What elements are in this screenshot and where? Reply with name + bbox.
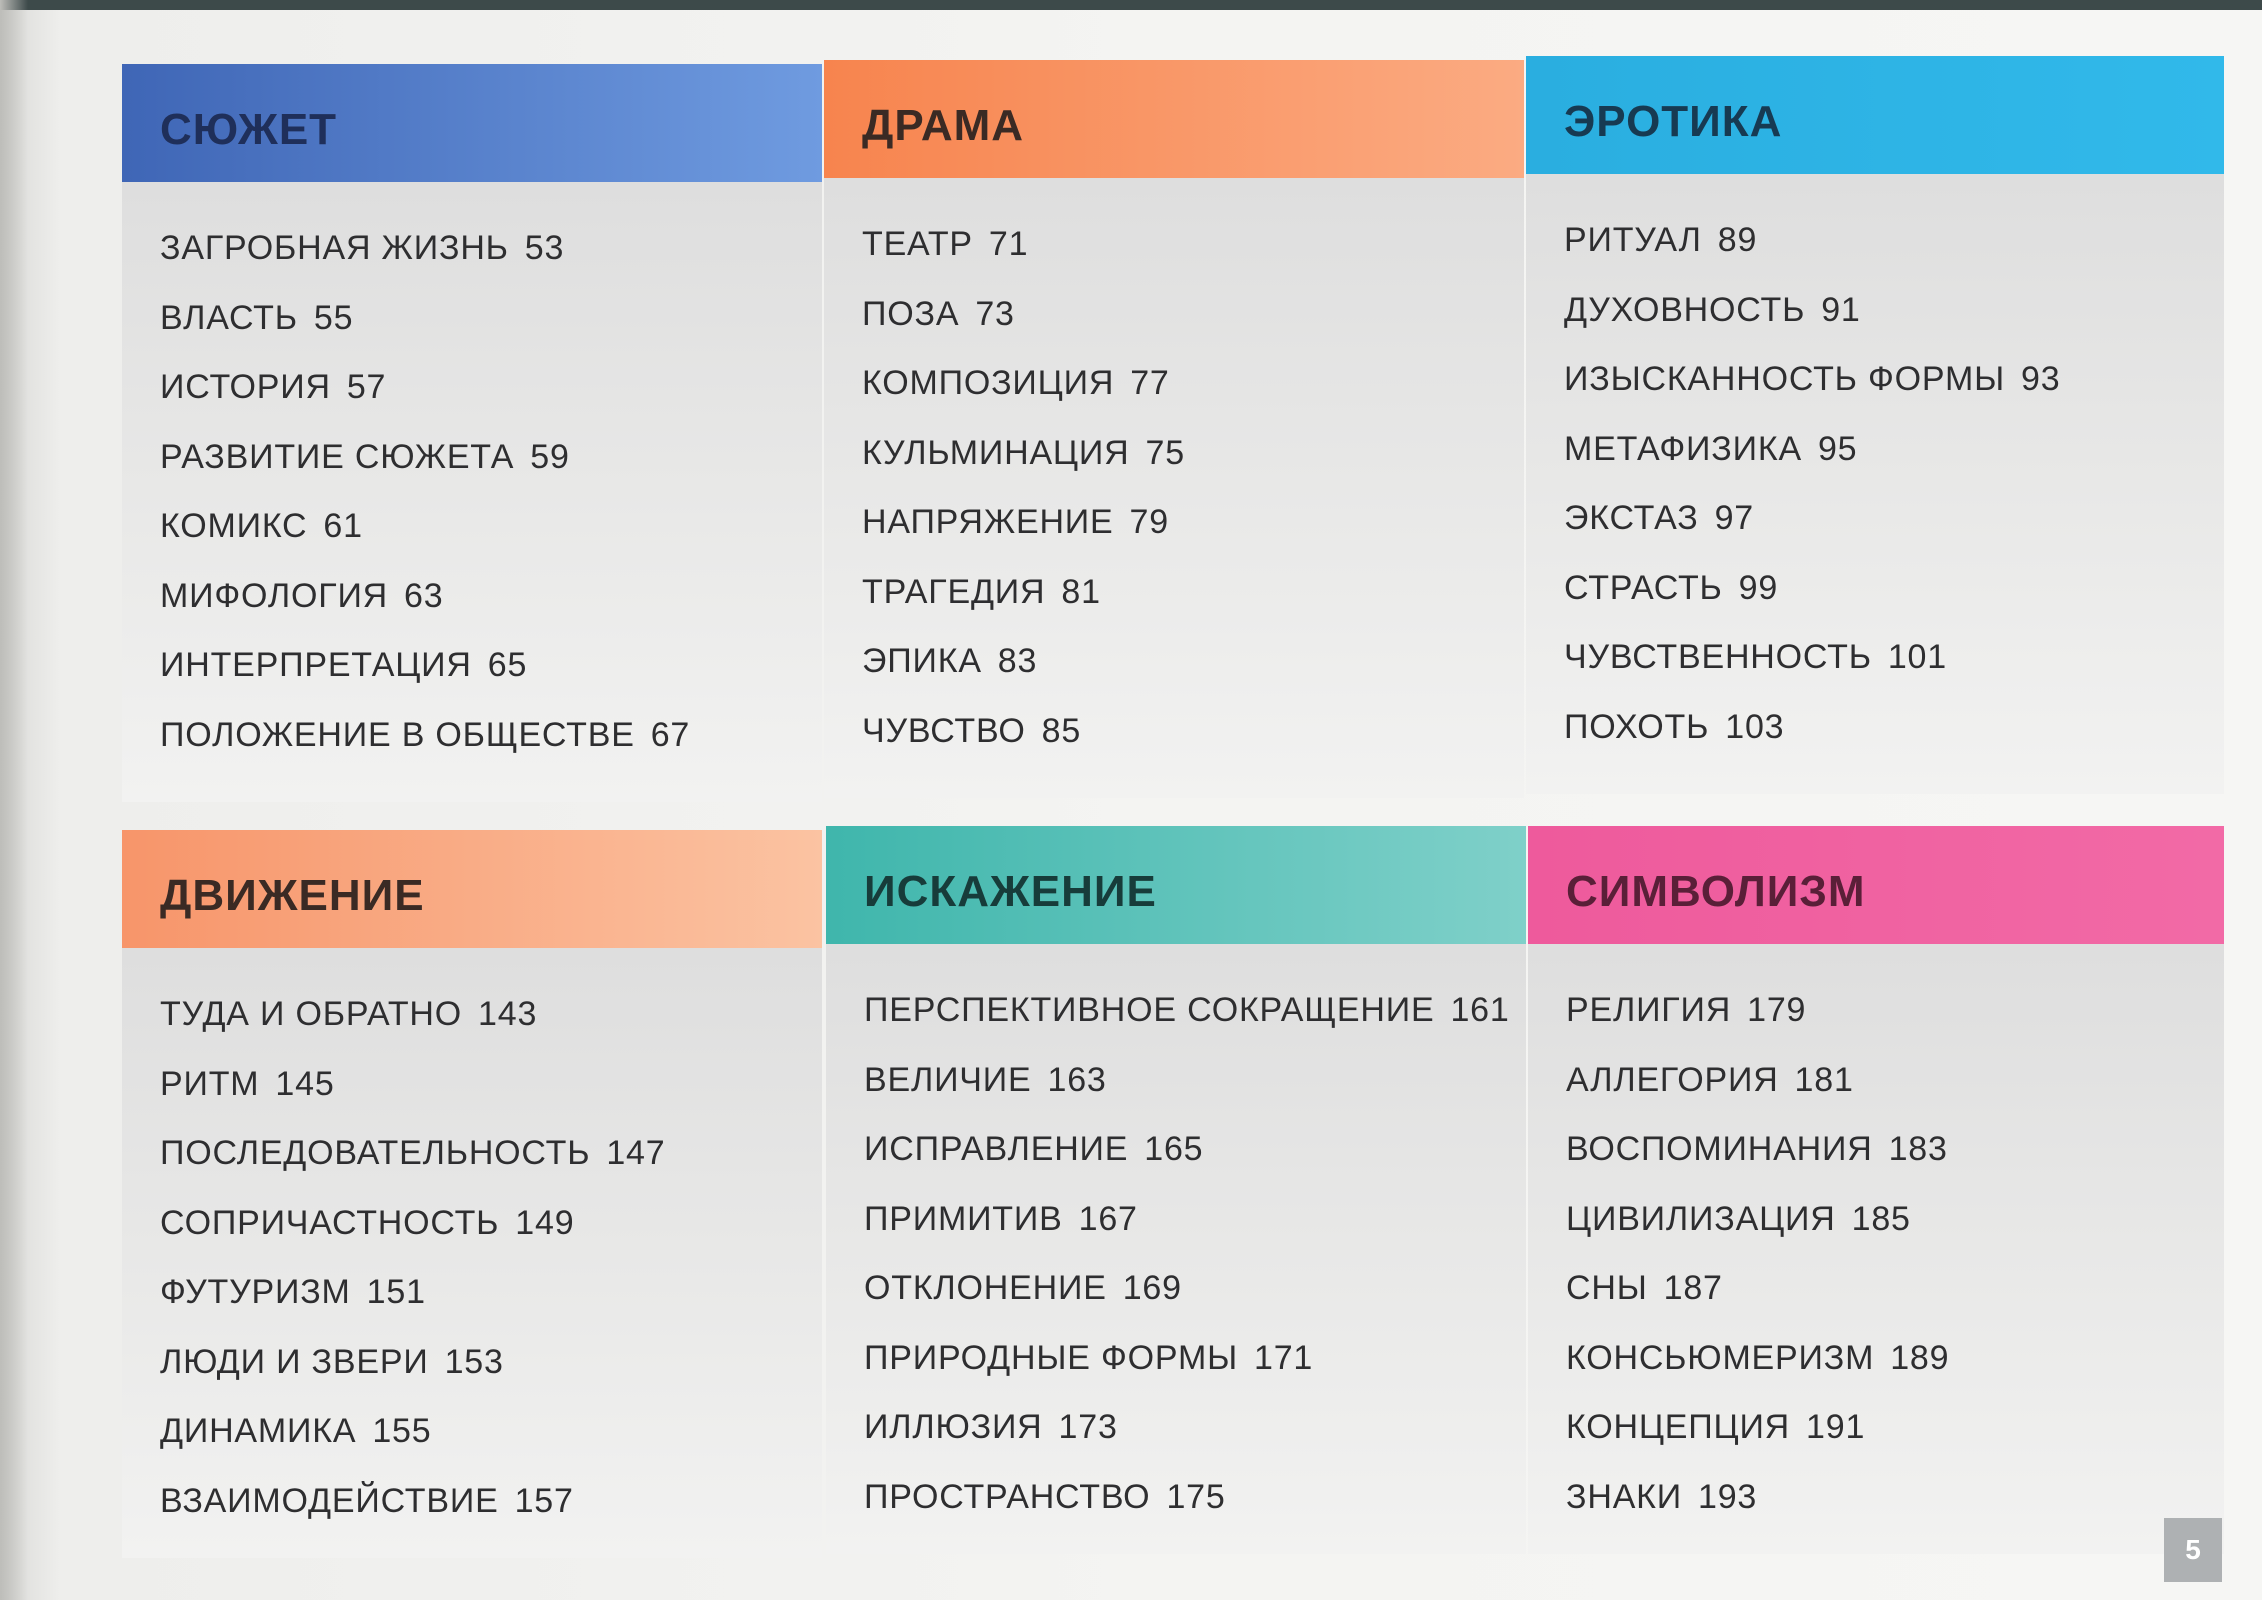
toc-entry-title: ЛЮДИ И ЗВЕРИ bbox=[160, 1342, 429, 1381]
toc-entry-title: РИТМ bbox=[160, 1064, 260, 1103]
toc-entry bbox=[1566, 1185, 1949, 1255]
toc-entry bbox=[160, 214, 690, 284]
toc-entry-page-number: 143 bbox=[478, 995, 538, 1033]
toc-entry bbox=[160, 423, 690, 493]
toc-entry-title: СТРАСТЬ bbox=[1564, 568, 1723, 607]
toc-entry-title: ТУДА И ОБРАТНО bbox=[160, 995, 463, 1033]
toc-entry-title: КУЛЬМИНАЦИЯ bbox=[862, 433, 1130, 472]
section-title: ДВИЖЕНИЕ bbox=[160, 871, 425, 920]
item-list bbox=[864, 976, 1510, 1532]
toc-entry bbox=[864, 1393, 1510, 1463]
toc-entry-page-number: 193 bbox=[1698, 1477, 1758, 1516]
toc-entry-page-number: 151 bbox=[366, 1273, 426, 1311]
toc-entry-title: КОМИКС bbox=[160, 507, 308, 545]
toc-entry-page-number: 187 bbox=[1663, 1269, 1723, 1307]
toc-entry bbox=[160, 701, 690, 771]
toc-entry bbox=[862, 349, 1185, 419]
toc-entry-page-number: 59 bbox=[530, 437, 570, 476]
toc-entry bbox=[1564, 276, 2060, 346]
toc-entry bbox=[864, 976, 1510, 1046]
toc-entry bbox=[1566, 1254, 1949, 1324]
toc-entry-title: ВЕЛИЧИЕ bbox=[864, 1060, 1032, 1099]
toc-entry bbox=[862, 627, 1185, 697]
toc-entry-title: ОТКЛОНЕНИЕ bbox=[864, 1269, 1107, 1307]
toc-entry-title: ИЗЫСКАННОСТЬ ФОРМЫ bbox=[1564, 360, 2006, 398]
toc-entry bbox=[160, 1050, 665, 1120]
toc-entry bbox=[862, 280, 1185, 350]
toc-entry-title: ЭПИКА bbox=[862, 642, 982, 680]
toc-entry bbox=[1564, 206, 2060, 276]
toc-entry-page-number: 89 bbox=[1717, 221, 1758, 259]
toc-entry-page-number: 167 bbox=[1078, 1199, 1138, 1238]
section-header bbox=[824, 60, 1524, 178]
toc-entry-title: ТЕАТР bbox=[862, 225, 973, 263]
section-title: ДРАМА bbox=[862, 101, 1025, 150]
toc-entry-page-number: 97 bbox=[1714, 499, 1754, 537]
toc-entry bbox=[1566, 1463, 1949, 1533]
toc-entry-page-number: 81 bbox=[1061, 572, 1101, 611]
toc-entry-page-number: 147 bbox=[606, 1134, 666, 1172]
item-list bbox=[160, 214, 690, 770]
toc-entry-title: ЭКСТАЗ bbox=[1564, 499, 1699, 537]
toc-entry bbox=[862, 210, 1185, 280]
section-header bbox=[1528, 826, 2224, 944]
toc-entry-page-number: 173 bbox=[1058, 1408, 1118, 1446]
section-title: СИМВОЛИЗМ bbox=[1566, 867, 1866, 916]
toc-entry-title: РАЗВИТИЕ СЮЖЕТА bbox=[160, 437, 515, 476]
toc-entry bbox=[160, 492, 690, 562]
toc-entry-title: ПОЛОЖЕНИЕ В ОБЩЕСТВЕ bbox=[160, 715, 635, 754]
toc-entry-title: НАПРЯЖЕНИЕ bbox=[862, 503, 1114, 541]
toc-entry-title: СОПРИЧАСТНОСТЬ bbox=[160, 1203, 500, 1242]
toc-entry-page-number: 73 bbox=[975, 294, 1015, 333]
toc-entry-title: ПРИМИТИВ bbox=[864, 1199, 1063, 1238]
toc-entry-page-number: 183 bbox=[1888, 1130, 1948, 1168]
toc-entry-title: ЦИВИЛИЗАЦИЯ bbox=[1566, 1199, 1836, 1238]
toc-entry-title: АЛЛЕГОРИЯ bbox=[1566, 1060, 1779, 1099]
toc-entry bbox=[1566, 1046, 1949, 1116]
toc-entry-title: ИНТЕРПРЕТАЦИЯ bbox=[160, 646, 472, 684]
spine-shadow bbox=[0, 0, 28, 1600]
toc-entry-title: ПОСЛЕДОВАТЕЛЬНОСТЬ bbox=[160, 1134, 591, 1172]
toc-entry-title: КОНСЬЮМЕРИЗМ bbox=[1566, 1338, 1875, 1377]
toc-entry-page-number: 79 bbox=[1129, 503, 1169, 541]
page-number: 5 bbox=[2164, 1518, 2222, 1582]
toc-entry bbox=[160, 980, 665, 1050]
section-title: ЭРОТИКА bbox=[1564, 97, 1783, 146]
toc-entry bbox=[160, 1258, 665, 1328]
toc-entry bbox=[864, 1115, 1510, 1185]
toc-entry-title: РЕЛИГИЯ bbox=[1566, 991, 1732, 1029]
section-title: СЮЖЕТ bbox=[160, 105, 338, 154]
toc-entry-page-number: 189 bbox=[1890, 1338, 1950, 1377]
top-edge-strip bbox=[0, 0, 2262, 10]
section-header bbox=[1526, 56, 2224, 174]
toc-entry-page-number: 165 bbox=[1144, 1130, 1204, 1168]
toc-entry-page-number: 171 bbox=[1254, 1338, 1314, 1377]
toc-entry-title: ФУТУРИЗМ bbox=[160, 1273, 351, 1311]
toc-entry bbox=[862, 488, 1185, 558]
toc-entry-page-number: 75 bbox=[1145, 433, 1185, 472]
toc-entry-page-number: 61 bbox=[323, 507, 363, 545]
toc-entry-title: ДИНАМИКА bbox=[160, 1412, 357, 1450]
section-title: ИСКАЖЕНИЕ bbox=[864, 867, 1157, 916]
toc-entry-title: ПОХОТЬ bbox=[1564, 707, 1710, 746]
toc-entry-page-number: 95 bbox=[1817, 429, 1858, 468]
toc-entry-page-number: 77 bbox=[1130, 364, 1170, 402]
toc-entry bbox=[864, 1324, 1510, 1394]
toc-entry bbox=[1564, 484, 2060, 554]
toc-entry-title: ПРИРОДНЫЕ ФОРМЫ bbox=[864, 1338, 1238, 1377]
toc-entry-title: СНЫ bbox=[1566, 1269, 1648, 1307]
toc-entry-page-number: 149 bbox=[515, 1203, 575, 1242]
toc-entry bbox=[864, 1185, 1510, 1255]
toc-entry-page-number: 55 bbox=[313, 298, 354, 337]
toc-entry-page-number: 99 bbox=[1738, 568, 1779, 607]
toc-entry-title: КОМПОЗИЦИЯ bbox=[862, 364, 1115, 402]
toc-entry bbox=[1566, 1393, 1949, 1463]
toc-entry bbox=[160, 1328, 665, 1398]
toc-entry bbox=[864, 1463, 1510, 1533]
toc-entry-title: ВЛАСТЬ bbox=[160, 298, 298, 337]
toc-entry bbox=[1564, 415, 2060, 485]
toc-entry bbox=[864, 1046, 1510, 1116]
section-header bbox=[826, 826, 1526, 944]
toc-entry-title: ЗНАКИ bbox=[1566, 1477, 1683, 1516]
toc-entry bbox=[862, 558, 1185, 628]
toc-entry-page-number: 181 bbox=[1794, 1060, 1854, 1099]
toc-entry bbox=[1564, 345, 2060, 415]
toc-entry bbox=[160, 631, 690, 701]
toc-entry-page-number: 179 bbox=[1747, 991, 1807, 1029]
toc-entry bbox=[1566, 1115, 1949, 1185]
toc-entry bbox=[160, 1397, 665, 1467]
toc-entry-title: КОНЦЕПЦИЯ bbox=[1566, 1408, 1791, 1446]
toc-entry-page-number: 169 bbox=[1122, 1269, 1182, 1307]
toc-entry-title: ИСПРАВЛЕНИЕ bbox=[864, 1130, 1129, 1168]
toc-entry bbox=[160, 284, 690, 354]
toc-entry-title: ВЗАИМОДЕЙСТВИЕ bbox=[160, 1481, 499, 1520]
toc-entry-page-number: 103 bbox=[1725, 707, 1785, 746]
item-list bbox=[1566, 976, 1949, 1532]
toc-entry-title: МЕТАФИЗИКА bbox=[1564, 429, 1802, 468]
toc-entry-page-number: 83 bbox=[997, 642, 1038, 680]
toc-entry-page-number: 65 bbox=[487, 646, 528, 684]
toc-entry-page-number: 57 bbox=[346, 368, 387, 406]
toc-entry bbox=[862, 419, 1185, 489]
toc-entry-page-number: 101 bbox=[1887, 638, 1947, 676]
toc-entry-title: ДУХОВНОСТЬ bbox=[1564, 290, 1806, 329]
toc-entry bbox=[160, 1467, 665, 1537]
toc-entry bbox=[1564, 623, 2060, 693]
toc-entry-page-number: 155 bbox=[372, 1412, 432, 1450]
toc-entry bbox=[160, 1119, 665, 1189]
toc-entry-title: ИСТОРИЯ bbox=[160, 368, 331, 406]
toc-entry-page-number: 191 bbox=[1806, 1408, 1866, 1446]
toc-entry bbox=[864, 1254, 1510, 1324]
toc-entry bbox=[1566, 976, 1949, 1046]
item-list bbox=[160, 980, 665, 1536]
toc-entry-page-number: 175 bbox=[1166, 1477, 1226, 1516]
toc-entry-title: ЧУВСТВЕННОСТЬ bbox=[1564, 638, 1872, 676]
toc-entry-page-number: 153 bbox=[444, 1342, 504, 1381]
toc-entry-title: ИЛЛЮЗИЯ bbox=[864, 1408, 1043, 1446]
toc-entry-page-number: 67 bbox=[650, 715, 691, 754]
toc-entry-title: ВОСПОМИНАНИЯ bbox=[1566, 1130, 1873, 1168]
toc-entry-title: ПОЗА bbox=[862, 294, 960, 333]
toc-entry-page-number: 53 bbox=[524, 229, 565, 267]
section-header bbox=[122, 64, 822, 182]
toc-entry-title: ТРАГЕДИЯ bbox=[862, 572, 1046, 611]
toc-entry-title: МИФОЛОГИЯ bbox=[160, 576, 389, 615]
toc-entry-page-number: 71 bbox=[988, 225, 1029, 263]
item-list bbox=[1564, 206, 2060, 762]
toc-entry bbox=[160, 1189, 665, 1259]
toc-entry-page-number: 93 bbox=[2021, 360, 2061, 398]
toc-entry-title: ЗАГРОБНАЯ ЖИЗНЬ bbox=[160, 229, 509, 267]
toc-entry-page-number: 157 bbox=[514, 1481, 574, 1520]
toc-entry-title: ЧУВСТВО bbox=[862, 711, 1026, 750]
toc-entry-page-number: 63 bbox=[404, 576, 444, 615]
item-list bbox=[862, 210, 1185, 766]
toc-entry bbox=[160, 562, 690, 632]
toc-entry-page-number: 91 bbox=[1821, 290, 1861, 329]
toc-entry-page-number: 163 bbox=[1047, 1060, 1107, 1099]
toc-entry-page-number: 185 bbox=[1851, 1199, 1911, 1238]
toc-entry bbox=[1564, 554, 2060, 624]
toc-entry-page-number: 85 bbox=[1041, 711, 1082, 750]
toc-entry-title: ПРОСТРАНСТВО bbox=[864, 1477, 1151, 1516]
toc-entry bbox=[160, 353, 690, 423]
toc-entry-page-number: 145 bbox=[275, 1064, 335, 1103]
toc-entry-title: ПЕРСПЕКТИВНОЕ СОКРАЩЕНИЕ bbox=[864, 991, 1435, 1029]
toc-entry bbox=[1564, 693, 2060, 763]
toc-entry bbox=[862, 697, 1185, 767]
toc-entry bbox=[1566, 1324, 1949, 1394]
toc-entry-title: РИТУАЛ bbox=[1564, 221, 1702, 259]
toc-entry-page-number: 161 bbox=[1450, 991, 1510, 1029]
section-header bbox=[122, 830, 822, 948]
